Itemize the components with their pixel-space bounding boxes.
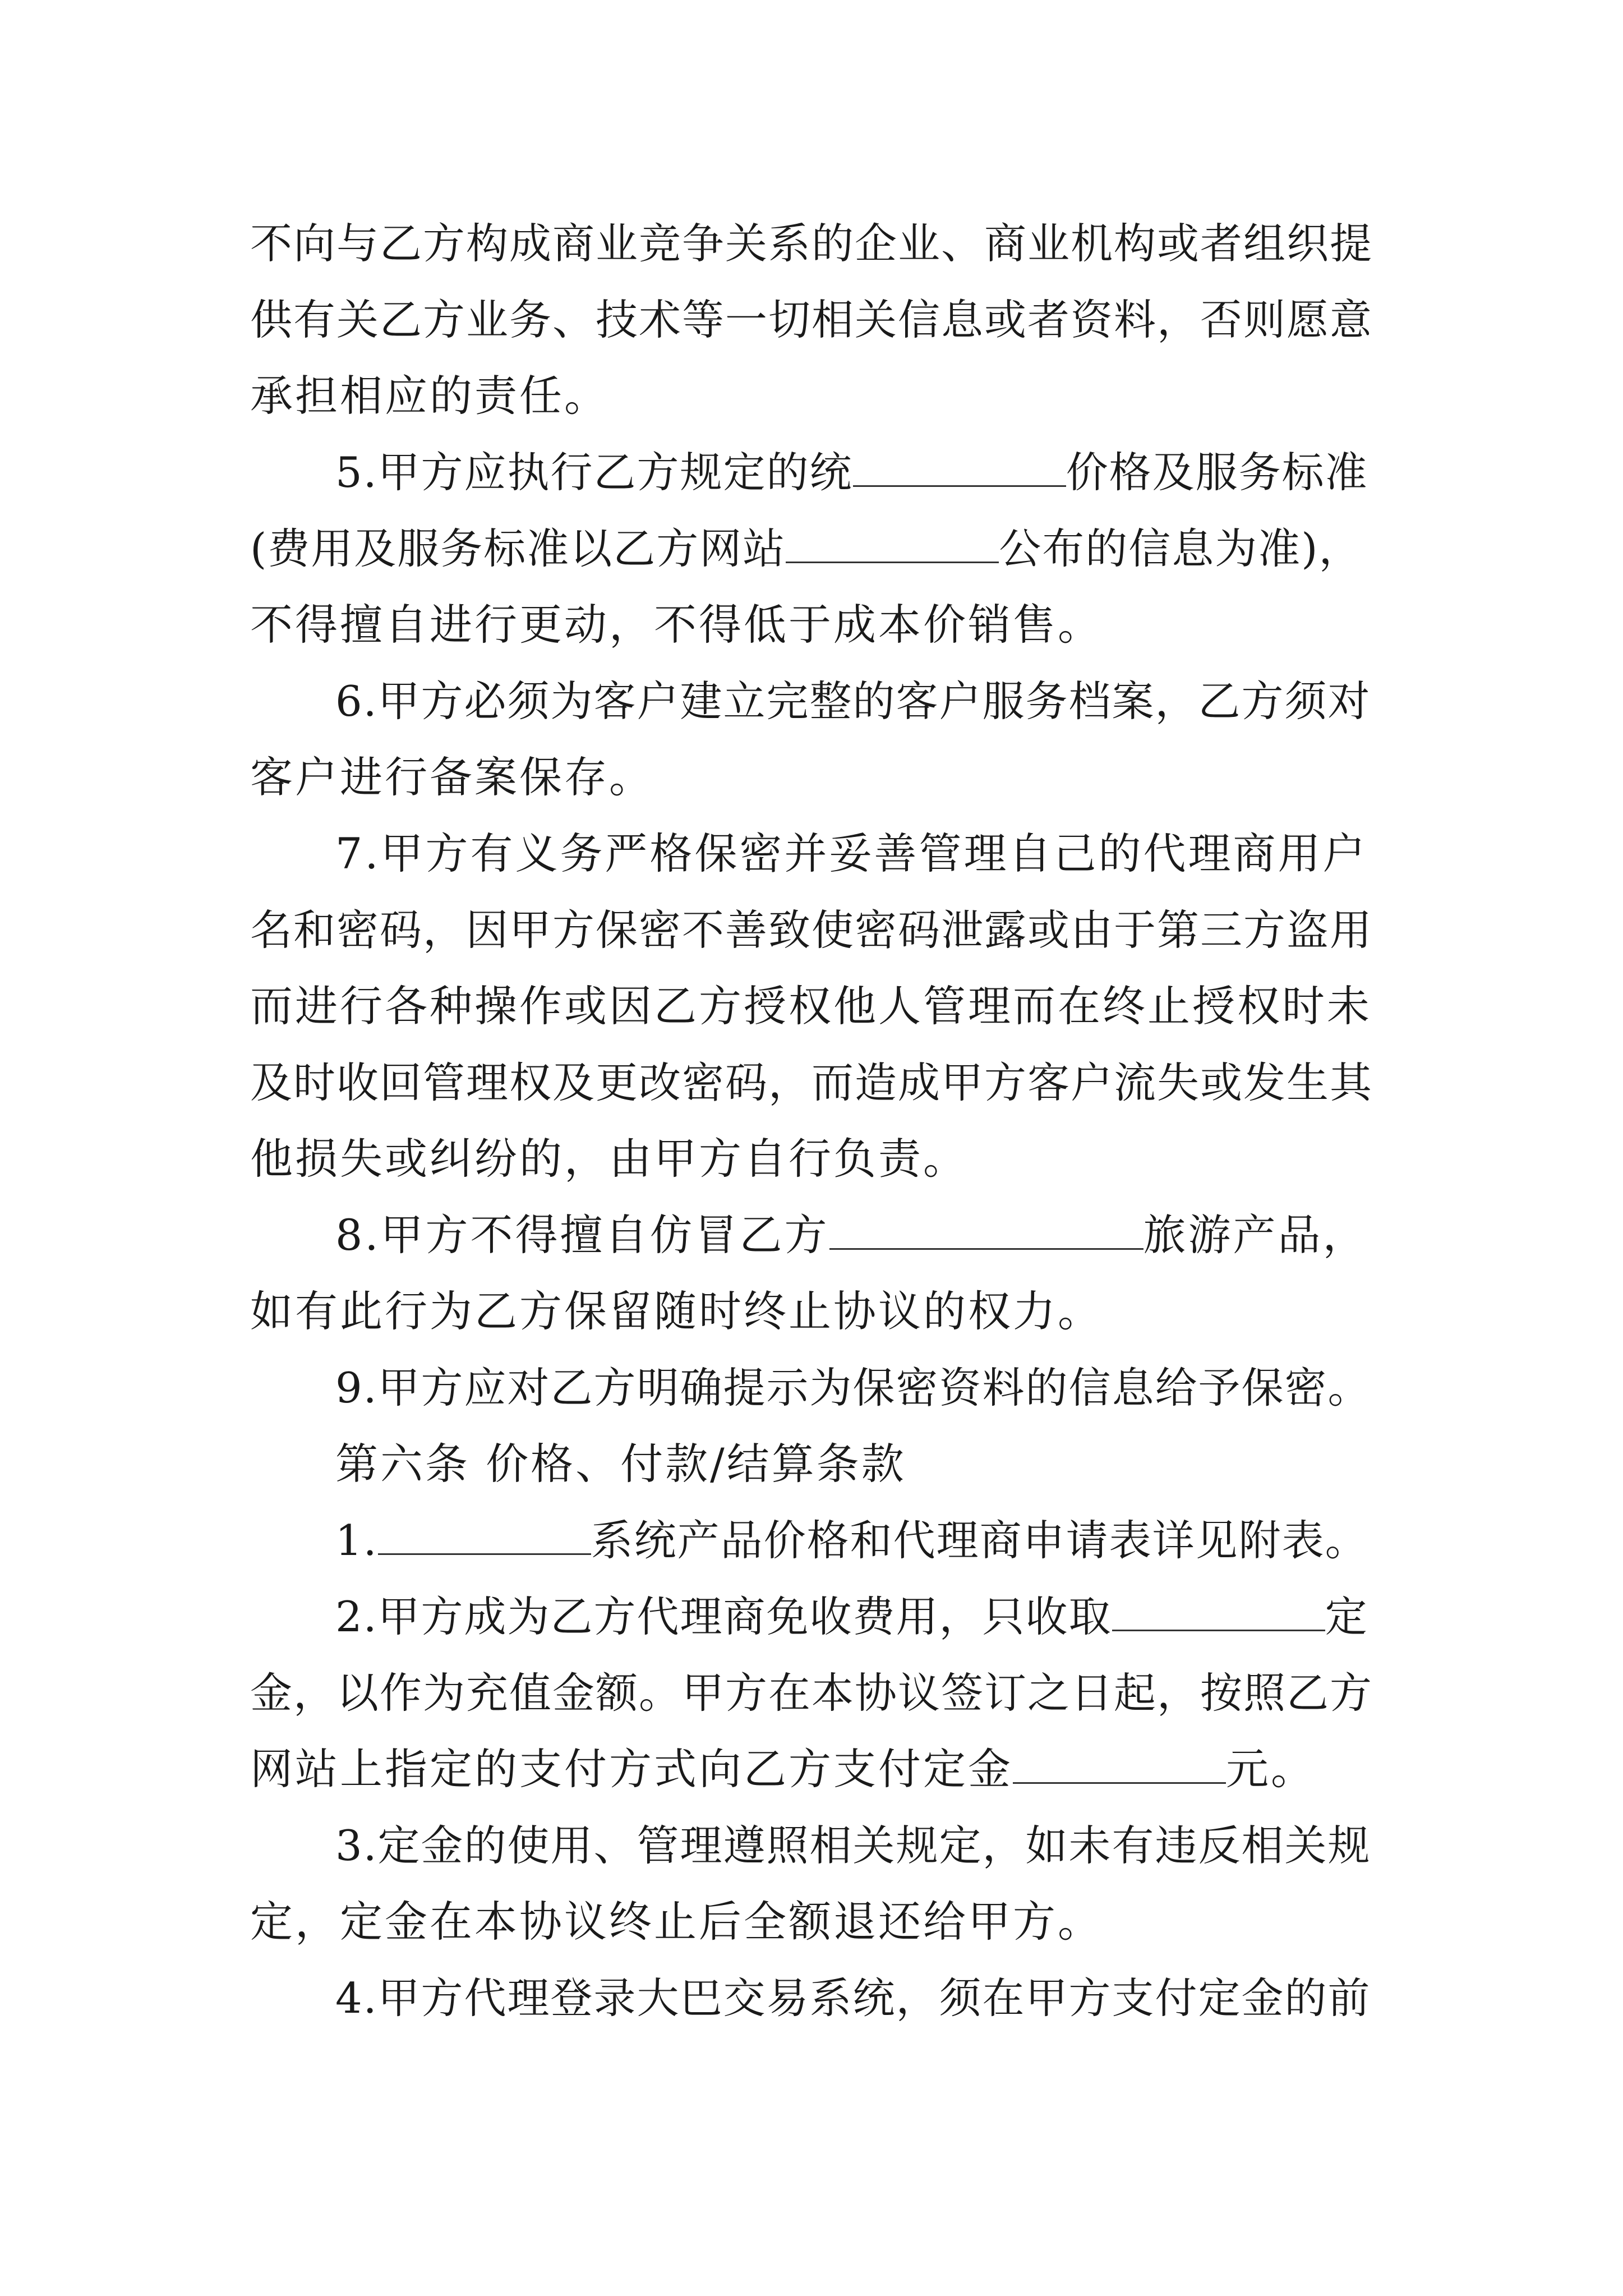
- article-6-item-4-line-1: [335, 1959, 1395, 2037]
- article-6-item-2-line-2: [250, 1654, 1394, 1732]
- text: 承担相应的责任。: [250, 371, 609, 421]
- text: 定，定金在本协议终止后全额退还给甲方。: [250, 1897, 1103, 1947]
- text: 公布的信息为准)，: [999, 524, 1362, 573]
- article-6-item-2-line-1: [335, 1577, 1395, 1656]
- article-6-item-3-line-1: [335, 1806, 1395, 1885]
- text: 4.甲方代理登录大巴交易系统，须在甲方支付定金的前: [335, 1973, 1371, 2023]
- clause-5-line-3: [250, 586, 1394, 664]
- text: (费用及服务标准以乙方网站: [250, 524, 786, 573]
- text: 2.甲方成为乙方代理商免收费用，只收取: [335, 1592, 1112, 1641]
- paragraph-line: [250, 357, 1394, 435]
- paragraph-line: [250, 204, 1394, 283]
- text: 如有此行为乙方保留随时终止协议的权力。: [250, 1286, 1103, 1336]
- text: 8.甲方不得擅自仿冒乙方: [335, 1210, 829, 1260]
- fill-in-blank: [786, 522, 999, 563]
- text: 不得擅自进行更动，不得低于成本价销售。: [250, 600, 1103, 650]
- fill-in-blank: [378, 1514, 591, 1555]
- clause-9-line-1: [335, 1349, 1395, 1427]
- clause-6-line-1: [335, 662, 1395, 740]
- article-6-item-3-line-2: [250, 1883, 1394, 1961]
- text: 价格及服务标准: [1066, 448, 1368, 497]
- clause-8-line-2: [250, 1272, 1394, 1351]
- text: 及时收回管理权及更改密码，而造成甲方客户流失或发生其: [250, 1058, 1373, 1107]
- text: 金，以作为充值金额。甲方在本协议签订之日起，按照乙方: [250, 1668, 1373, 1718]
- clause-5-line-2: [250, 509, 1394, 588]
- text: 定: [1325, 1592, 1368, 1641]
- text: 而进行各种操作或因乙方授权他人管理而在终止授权时未: [250, 981, 1372, 1031]
- clause-7-line-2: [250, 891, 1394, 969]
- fill-in-blank: [829, 1209, 1144, 1250]
- clause-6-line-2: [250, 738, 1394, 817]
- text: 他损失或纠纷的，由甲方自行负责。: [250, 1134, 968, 1184]
- article-6-heading: [335, 1425, 1395, 1503]
- text: 旅游产品，: [1143, 1210, 1368, 1260]
- fill-in-blank: [1112, 1590, 1325, 1631]
- article-6-item-1: [335, 1501, 1395, 1580]
- text: 9.甲方应对乙方明确提示为保密资料的信息给予保密。: [335, 1363, 1371, 1412]
- clause-7-line-3: [250, 967, 1394, 1046]
- clause-5-line-1: [335, 433, 1395, 512]
- clause-7-line-4: [250, 1043, 1394, 1122]
- text: 系统产品价格和代理商申请表详见附表。: [591, 1516, 1368, 1565]
- paragraph-line: [250, 280, 1394, 359]
- fill-in-blank: [853, 446, 1066, 487]
- text: 5.甲方应执行乙方规定的统: [335, 448, 853, 497]
- text: 7.甲方有义务严格保密并妥善管理自己的代理商用户: [335, 829, 1368, 878]
- text: 供有关乙方业务、技术等一切相关信息或者资料，否则愿意: [250, 295, 1373, 344]
- text: 6.甲方必须为客户建立完整的客户服务档案，乙方须对: [335, 677, 1371, 726]
- text: 3.定金的使用、管理遵照相关规定，如未有违反相关规: [335, 1821, 1371, 1870]
- clause-7-line-5: [250, 1120, 1394, 1198]
- text: 网站上指定的支付方式向乙方支付定金: [250, 1744, 1013, 1794]
- article-6-item-2-line-3: [250, 1730, 1394, 1809]
- clause-8-line-1: [335, 1196, 1395, 1274]
- text: 客户进行备案保存。: [250, 752, 654, 802]
- text: 元。: [1226, 1744, 1316, 1794]
- text: 不向与乙方构成商业竞争关系的企业、商业机构或者组织提: [250, 219, 1373, 268]
- text: 1.: [335, 1516, 378, 1565]
- heading-text: 第六条 价格、付款/结算条款: [335, 1439, 906, 1489]
- fill-in-blank: [1013, 1743, 1226, 1784]
- text: 名和密码，因甲方保密不善致使密码泄露或由于第三方盗用: [250, 905, 1373, 955]
- clause-7-line-1: [335, 815, 1395, 893]
